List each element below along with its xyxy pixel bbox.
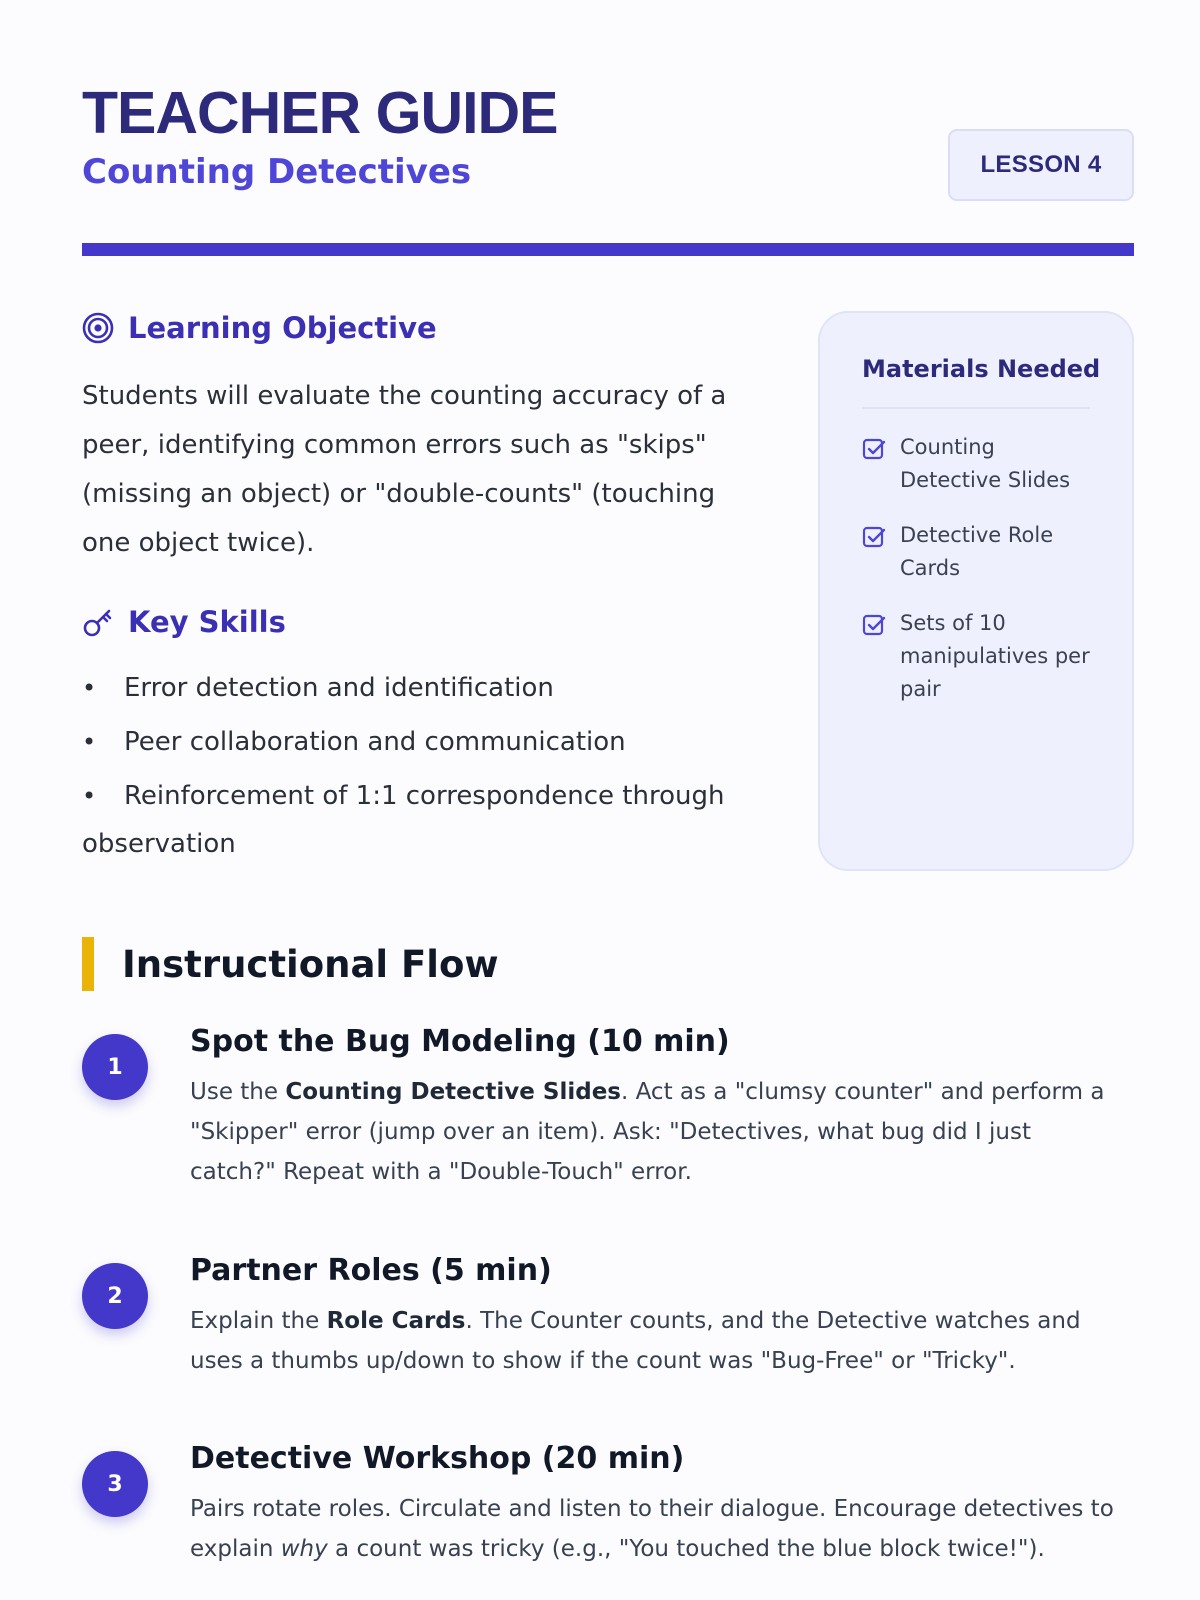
lesson-badge: LESSON 4 <box>948 129 1134 201</box>
materials-heading: Materials Needed <box>862 355 1101 383</box>
skills-list <box>82 664 782 874</box>
objective-heading-row <box>82 311 437 345</box>
flow-heading: Instructional Flow <box>122 943 499 986</box>
bullet-icon: • <box>82 728 97 756</box>
header-divider <box>82 243 1134 256</box>
step-description: Explain the Role Cards. The Counter counts, and the Detective watches and uses a thumbs up/down to show if the count was "Bug-Free" or "Tricky". <box>190 1308 1081 1374</box>
flow-accent-bar <box>82 937 94 991</box>
step-description: Pairs rotate roles. Circulate and listen to their dialogue. Encourage detectives to explain why a count was tricky (e.g., "You touched the blue block twice!"). <box>190 1496 1114 1562</box>
skills-heading: Key Skills <box>128 605 286 639</box>
list-item: • Reinforcement of 1:1 correspondence through observation <box>82 772 782 868</box>
objective-heading: Learning Objective <box>128 311 437 345</box>
bullet-icon: • <box>82 782 97 810</box>
list-item: • Peer collaboration and communication <box>82 718 782 766</box>
step-number: 1 <box>82 1034 148 1100</box>
step-description: Use the Counting Detective Slides. Act as a "clumsy counter" and perform a "Skipper" error (jump over an item). Ask: "Detectives, what bug did I just catch?" Repeat with a "Double-Touch" error. <box>190 1079 1105 1185</box>
objective-text: Students will evaluate the counting accuracy of a peer, identifying common errors such as "skips" (missing an object) or "double-counts" (touching one object twice). <box>82 381 727 558</box>
checkbox-checked-icon <box>862 613 886 637</box>
step-title: Spot the Bug Modeling (10 min) <box>190 1024 730 1059</box>
list-item: Detective Role Cards <box>862 519 1102 585</box>
lesson-subtitle: Counting Detectives <box>82 152 472 192</box>
skills-heading-row <box>82 605 286 639</box>
teacher-guide-page <box>82 0 1134 1600</box>
list-item: Counting Detective Slides <box>862 431 1102 497</box>
materials-list <box>862 431 1102 728</box>
checkbox-checked-icon <box>862 437 886 461</box>
step-number: 2 <box>82 1263 148 1329</box>
step-title: Detective Workshop (20 min) <box>190 1441 685 1476</box>
materials-card <box>818 311 1134 871</box>
key-icon <box>82 606 114 638</box>
step-title: Partner Roles (5 min) <box>190 1253 552 1288</box>
checkbox-checked-icon <box>862 525 886 549</box>
step-number: 3 <box>82 1451 148 1517</box>
bullet-icon: • <box>82 674 97 702</box>
target-icon <box>82 312 114 344</box>
list-item: • Error detection and identification <box>82 664 782 712</box>
list-item: Sets of 10 manipulatives per pair <box>862 607 1102 706</box>
materials-divider <box>862 407 1090 409</box>
page-title: TEACHER GUIDE <box>82 80 558 146</box>
